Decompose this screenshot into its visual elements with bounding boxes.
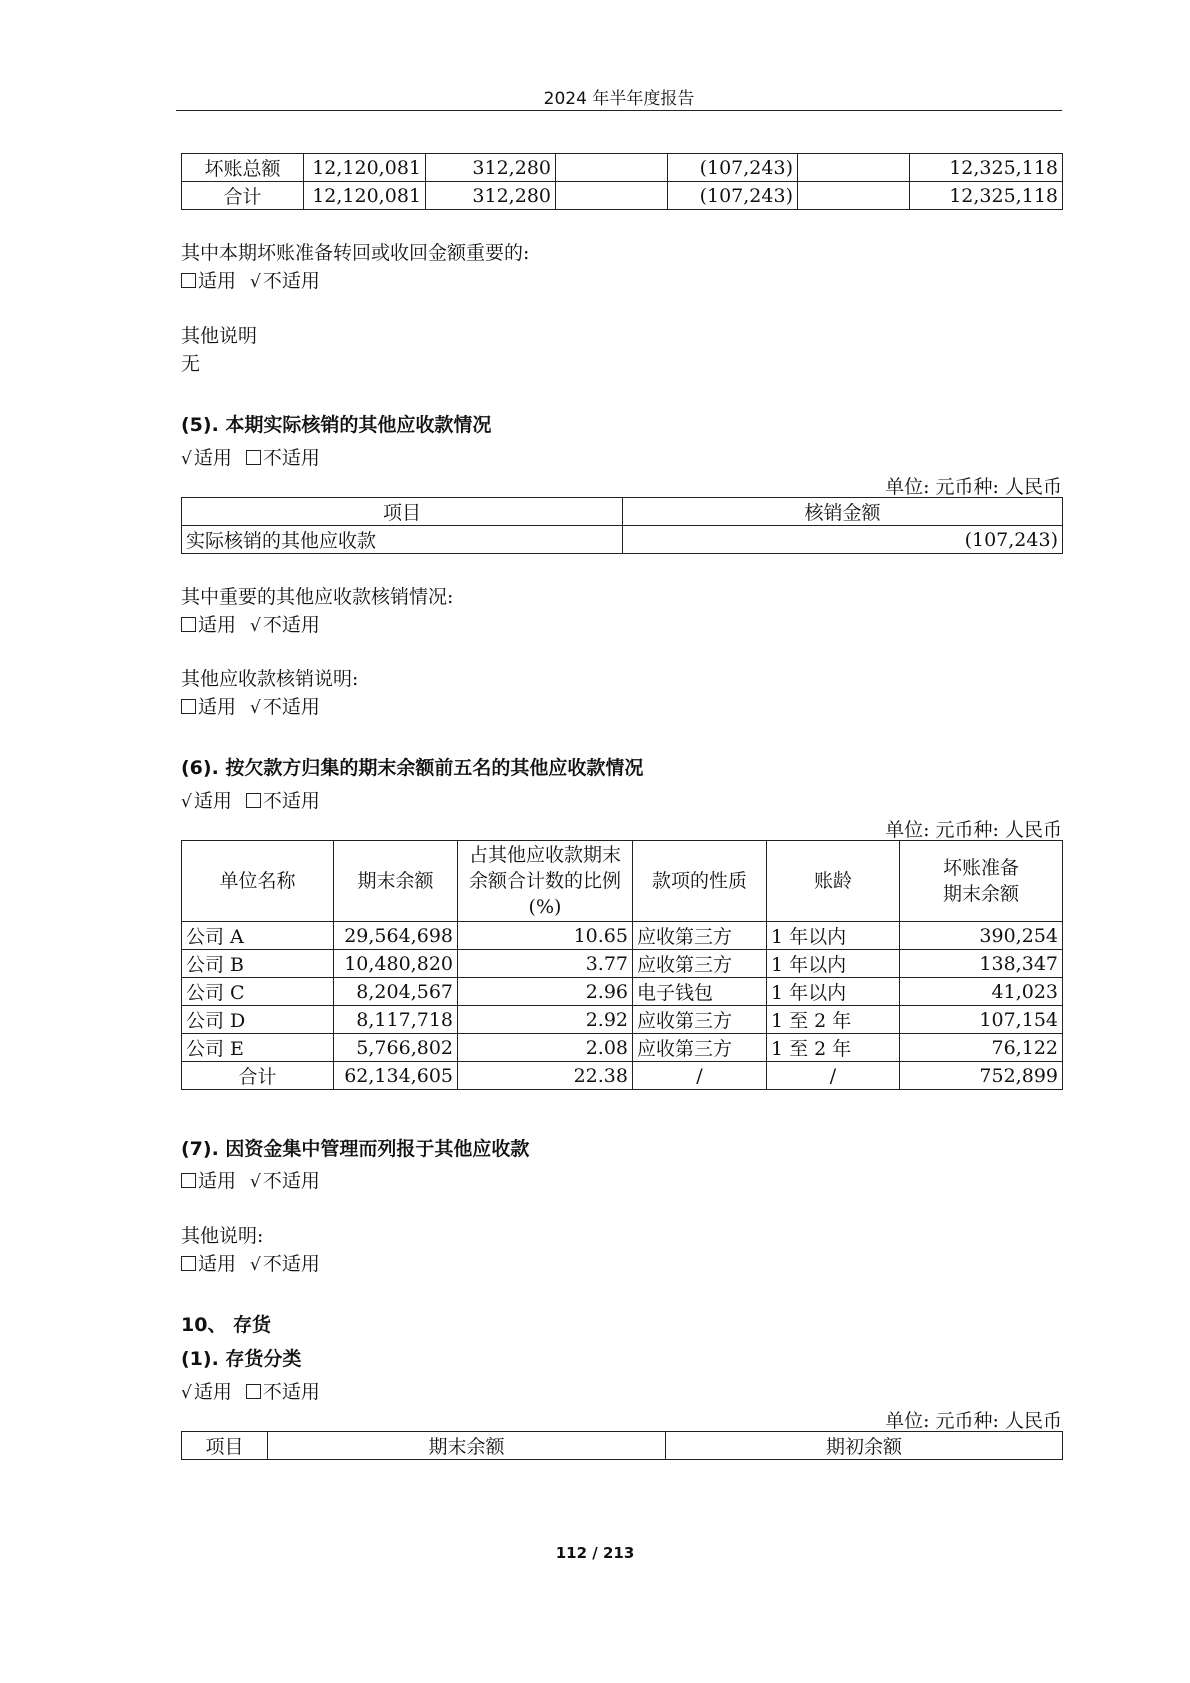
table-cell: 62,134,605 [334, 1062, 458, 1090]
option-label: 适用 [198, 1170, 237, 1192]
table-row [182, 1062, 1063, 1090]
table-cell: / [633, 1062, 767, 1090]
table-cell: 752,899 [900, 1062, 1063, 1090]
paragraph-text: 其他说明: [181, 1225, 264, 1247]
option-label: 不适用 [262, 696, 320, 718]
checkmark-icon: √ [181, 1383, 192, 1403]
subsection-heading: (1). 存货分类 [181, 1348, 302, 1370]
table-cell: 29,564,698 [334, 922, 458, 950]
table-cell: 12,325,118 [910, 154, 1063, 182]
table-cell: 2.92 [458, 1006, 633, 1034]
applicability-options [181, 692, 320, 719]
table-cell: 312,280 [426, 182, 556, 210]
table-cell: (107,243) [668, 182, 798, 210]
table-cell: 138,347 [900, 950, 1063, 978]
table-cell: 22.38 [458, 1062, 633, 1090]
table-cell: 10.65 [458, 922, 633, 950]
table-cell: 公司 D [182, 1006, 334, 1034]
table-cell: 公司 A [182, 922, 334, 950]
section-heading: (6). 按欠款方归集的期末余额前五名的其他应收款情况 [181, 757, 644, 779]
option-label: 适用 [198, 696, 237, 718]
checkmark-icon: √ [181, 449, 192, 469]
table-cell: 312,280 [426, 154, 556, 182]
table-row [182, 526, 1063, 554]
table-cell: 实际核销的其他应收款 [182, 526, 623, 554]
checkbox-empty-icon [246, 450, 261, 465]
checkbox-empty-icon [246, 1384, 261, 1399]
table-cell [798, 154, 910, 182]
table-cell: 1 年以内 [767, 978, 900, 1006]
table-cell: 8,117,718 [334, 1006, 458, 1034]
applicability-options [181, 266, 320, 293]
table-cell: 应收第三方 [633, 922, 767, 950]
table-header-cell [900, 841, 1063, 922]
table-header-cell: 账龄 [767, 841, 900, 922]
table-cell: 12,120,081 [304, 154, 426, 182]
applicability-options [181, 1249, 320, 1276]
table-cell: 电子钱包 [633, 978, 767, 1006]
table-header-cell: 单位名称 [182, 841, 334, 922]
header-line: 期末余额 [942, 883, 1019, 905]
checkmark-icon: √ [250, 698, 261, 718]
table-cell: 应收第三方 [633, 1034, 767, 1062]
applicability-options [181, 786, 320, 813]
option-label: 适用 [198, 614, 237, 636]
checkmark-icon: √ [181, 792, 192, 812]
table-header-cell: 项目 [182, 1432, 268, 1460]
checkbox-empty-icon [181, 699, 196, 714]
applicability-options [181, 1377, 320, 1404]
table-cell: 1 年以内 [767, 950, 900, 978]
other-notes-label: 其他说明 [181, 325, 258, 347]
table-header-cell: 期末余额 [268, 1432, 666, 1460]
checkbox-empty-icon [181, 617, 196, 632]
table-cell: 8,204,567 [334, 978, 458, 1006]
table-cell: 公司 C [182, 978, 334, 1006]
page-number: 112 / 213 [555, 1544, 635, 1562]
header-line: (%) [528, 896, 562, 918]
table-header-cell [458, 841, 633, 922]
table-cell: 合计 [182, 1062, 334, 1090]
table-row [182, 1006, 1063, 1034]
option-label: 不适用 [262, 447, 320, 469]
table-header-cell: 项目 [182, 498, 623, 526]
table-cell: 应收第三方 [633, 1006, 767, 1034]
checkmark-icon: √ [250, 616, 261, 636]
applicability-options [181, 610, 320, 637]
option-label: 适用 [193, 447, 232, 469]
table-row [182, 182, 1063, 210]
table-cell [798, 182, 910, 210]
other-notes-value: 无 [181, 353, 201, 375]
table-cell: 坏账总额 [182, 154, 304, 182]
table-header-cell: 期初余额 [666, 1432, 1063, 1460]
header-rule [176, 110, 1062, 111]
checkmark-icon: √ [250, 1172, 261, 1192]
table-cell: 应收第三方 [633, 950, 767, 978]
table-cell: 公司 E [182, 1034, 334, 1062]
table-cell: 12,325,118 [910, 182, 1063, 210]
option-label: 不适用 [262, 1381, 320, 1403]
section-heading: (7). 因资金集中管理而列报于其他应收款 [181, 1138, 530, 1160]
applicability-options [181, 443, 320, 470]
option-label: 不适用 [262, 614, 320, 636]
option-label: 不适用 [262, 1253, 320, 1275]
table-header-row [182, 841, 1063, 922]
option-label: 不适用 [262, 1170, 320, 1192]
applicability-options [181, 1166, 320, 1193]
table-cell: 76,122 [900, 1034, 1063, 1062]
table-cell: 390,254 [900, 922, 1063, 950]
table-row [182, 950, 1063, 978]
unit-note: 单位: 元币种: 人民币 [885, 1410, 1062, 1432]
table-cell: (107,243) [668, 154, 798, 182]
paragraph-text: 其中本期坏账准备转回或收回金额重要的: [181, 242, 530, 264]
header-line: 坏账准备 [942, 857, 1019, 879]
table-header-cell: 期末余额 [334, 841, 458, 922]
unit-note: 单位: 元币种: 人民币 [885, 476, 1062, 498]
table-cell: 1 至 2 年 [767, 1006, 900, 1034]
option-label: 不适用 [262, 790, 320, 812]
unit-note: 单位: 元币种: 人民币 [885, 819, 1062, 841]
report-header: 2024 年半年度报告 [543, 89, 695, 109]
inventory-table [181, 1431, 1063, 1460]
paragraph-text: 其中重要的其他应收款核销情况: [181, 586, 454, 608]
table-header-row [182, 1432, 1063, 1460]
option-label: 适用 [193, 1381, 232, 1403]
table-header-cell: 核销金额 [623, 498, 1063, 526]
table-cell: 5,766,802 [334, 1034, 458, 1062]
section-heading: 10、 存货 [181, 1314, 272, 1336]
table-header-row [182, 498, 1063, 526]
table-row [182, 154, 1063, 182]
table-cell: 41,023 [900, 978, 1063, 1006]
table-cell: 1 年以内 [767, 922, 900, 950]
checkmark-icon: √ [250, 272, 261, 292]
table-cell: 107,154 [900, 1006, 1063, 1034]
table-row [182, 978, 1063, 1006]
section-heading: (5). 本期实际核销的其他应收款情况 [181, 414, 492, 436]
writeoff-table [181, 497, 1063, 554]
table-cell: 1 至 2 年 [767, 1034, 900, 1062]
option-label: 不适用 [262, 270, 320, 292]
paragraph-text: 其他应收款核销说明: [181, 668, 359, 690]
table-cell: 12,120,081 [304, 182, 426, 210]
table-row [182, 1034, 1063, 1062]
checkmark-icon: √ [250, 1255, 261, 1275]
table-row [182, 922, 1063, 950]
header-line: 占其他应收款期末 [468, 844, 621, 866]
option-label: 适用 [198, 1253, 237, 1275]
checkbox-empty-icon [181, 1173, 196, 1188]
bad-debt-table [181, 153, 1063, 210]
checkbox-empty-icon [246, 793, 261, 808]
option-label: 适用 [193, 790, 232, 812]
table-header-cell: 款项的性质 [633, 841, 767, 922]
table-cell [556, 154, 668, 182]
checkbox-empty-icon [181, 273, 196, 288]
table-cell: 合计 [182, 182, 304, 210]
table-cell: 公司 B [182, 950, 334, 978]
table-cell: / [767, 1062, 900, 1090]
table-cell: 2.08 [458, 1034, 633, 1062]
table-cell: (107,243) [623, 526, 1063, 554]
table-cell [556, 182, 668, 210]
table-cell: 2.96 [458, 978, 633, 1006]
table-cell: 10,480,820 [334, 950, 458, 978]
top-five-table [181, 840, 1063, 1090]
option-label: 适用 [198, 270, 237, 292]
checkbox-empty-icon [181, 1256, 196, 1271]
table-cell: 3.77 [458, 950, 633, 978]
header-line: 余额合计数的比例 [468, 870, 621, 892]
